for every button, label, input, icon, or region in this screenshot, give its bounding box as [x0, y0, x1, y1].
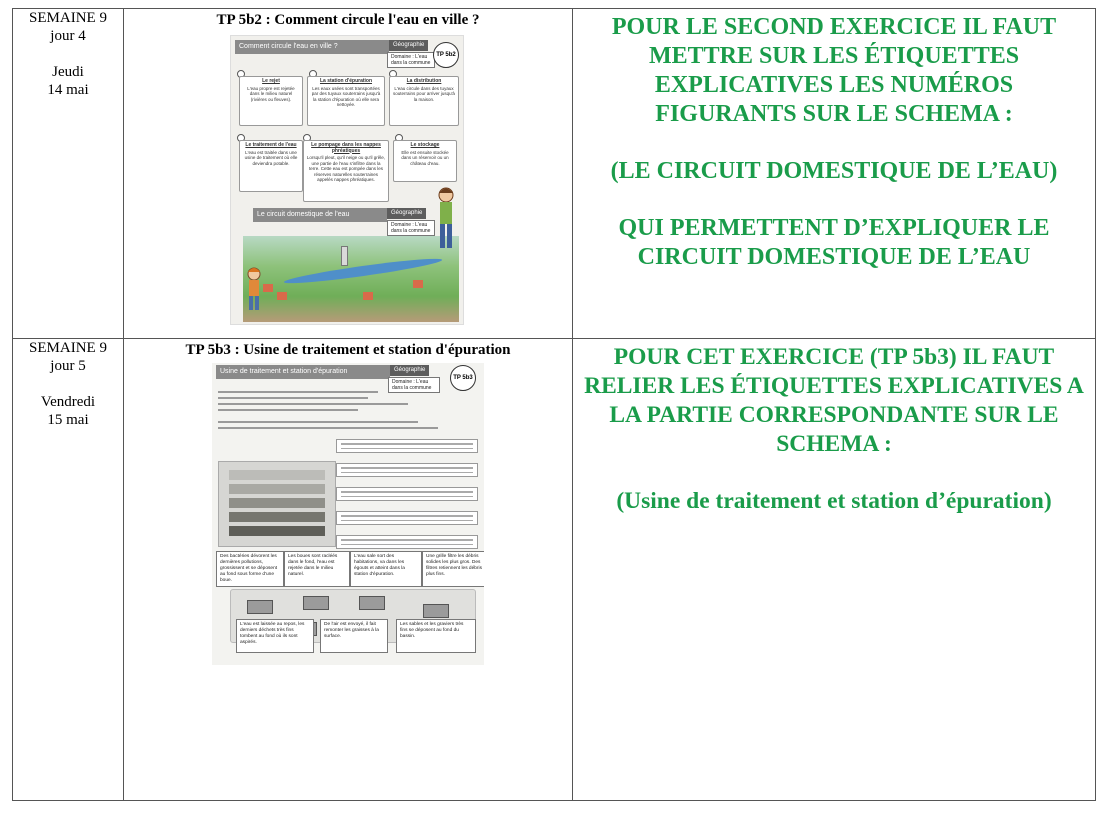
- schedule-table: [12, 8, 1096, 801]
- filter-layer: [229, 498, 325, 508]
- day-cell: [13, 9, 124, 339]
- tank-icon: [303, 596, 329, 610]
- explanation-card: Les sables et les graviers très fins se déposent au fond du bassin.: [396, 619, 476, 653]
- instruction-text: POUR LE SECOND EXERCICE IL FAUT METTRE SUR LES ÉTIQUETTES EXPLICATIVES LES NUMÉROS FIGURANTS SUR LE SCHEMA :: [611, 14, 1057, 127]
- label-text: L'eau circule dans des tuyaux souterrains pour arriver jusqu'à la maison.: [393, 85, 455, 102]
- tp-title: TP 5b2 : Comment circule l'eau en ville ?: [216, 12, 480, 28]
- house-icon: [277, 292, 287, 300]
- weekday: Vendredi: [40, 394, 96, 410]
- explanation-card: Des bactéries dévorent les dernières pollutions, grossissent et se déposent au fond sous forme d'une boue.: [216, 551, 284, 587]
- label-card: [239, 140, 303, 192]
- label-title: Le pompage dans les nappes phréatiques: [311, 142, 381, 154]
- girl-figure-icon: [243, 266, 265, 316]
- label-card: [393, 140, 457, 182]
- filter-layer: [229, 484, 325, 494]
- description-box: [336, 511, 478, 525]
- text-line: [218, 421, 418, 423]
- tp-title: TP 5b3 : Usine de traitement et station d'épuration: [185, 342, 511, 358]
- instruction-cell: [573, 9, 1096, 339]
- instructions: [573, 9, 1095, 272]
- text-line: [218, 427, 438, 429]
- description-box: [336, 487, 478, 501]
- tp-cell: [124, 9, 573, 339]
- domain-box: Domaine : L'eau dans la commune: [388, 377, 440, 393]
- label-text: L'eau est traitée dans une usine de traitement où elle deviendra potable.: [244, 149, 298, 166]
- day-cell: [13, 339, 124, 801]
- water-tower-icon: [341, 246, 348, 266]
- label-title: Le traitement de l'eau: [245, 142, 297, 148]
- date: 14 mai: [47, 82, 89, 98]
- worksheet-header: Usine de traitement et station d'épuration: [216, 365, 390, 379]
- tp-badge: TP 5b3: [450, 365, 476, 391]
- label-card: [239, 76, 303, 126]
- description-box: [336, 535, 478, 549]
- filter-layer: [229, 470, 325, 480]
- label-text: Elle est ensuite stockée dans un réservoir ou un château d'eau.: [401, 149, 449, 166]
- text-line: [218, 403, 408, 405]
- filter-layer: [229, 512, 325, 522]
- weekday: Jeudi: [52, 64, 84, 80]
- tank-icon: [359, 596, 385, 610]
- tp-cell: [124, 339, 573, 801]
- geography-tag: Géographie: [387, 208, 426, 219]
- text-line: [218, 391, 378, 393]
- domain-box: Domaine : L'eau dans la commune: [387, 52, 435, 68]
- label-card: [303, 140, 389, 202]
- explanation-card: Les boues sont racléés dans le fond, l'eau est rejetée dans le milieu naturel.: [284, 551, 350, 587]
- house-icon: [363, 292, 373, 300]
- filter-photo: [218, 461, 336, 547]
- table-row: [13, 9, 1096, 339]
- week-label: SEMAINE 9: [29, 340, 107, 356]
- instruction-text: (Usine de traitement et station d’épuration): [616, 488, 1052, 514]
- tp-badge: TP 5b2: [433, 42, 459, 68]
- label-title: Le stockage: [410, 142, 440, 148]
- house-icon: [413, 280, 423, 288]
- instruction-cell: [573, 339, 1096, 801]
- explanation-card: Une grille filtre les débris solides les plus gros. Des filtres retiennent les débris plus fins.: [422, 551, 484, 587]
- day-number: jour 5: [50, 358, 86, 374]
- date: 15 mai: [47, 412, 89, 428]
- explanation-card: De l'air est envoyé, il fait remonter les graisses à la surface.: [320, 619, 388, 653]
- table-row: [13, 339, 1096, 801]
- worksheet-image: [212, 363, 484, 665]
- label-text: Les eaux usées sont transportées par des tuyaux souterrains jusqu'à la station d'épuration où elle sera nettoyée.: [311, 85, 381, 107]
- week-label: SEMAINE 9: [29, 10, 107, 26]
- text-line: [218, 409, 358, 411]
- description-box: [336, 463, 478, 477]
- description-box: [336, 439, 478, 453]
- geography-tag: Géographie: [390, 365, 429, 376]
- landscape-illustration: [243, 236, 459, 322]
- instructions: [573, 339, 1095, 516]
- explanation-card: L'eau sale sort des habitations, va dans les égouts et atteint dans la station d'épuration.: [350, 551, 422, 587]
- instruction-text: (LE CIRCUIT DOMESTIQUE DE L’EAU): [610, 158, 1058, 184]
- instruction-text: QUI PERMETTENT D’EXPLIQUER LE CIRCUIT DOMESTIQUE DE L’EAU: [618, 215, 1050, 270]
- label-title: Le rejet: [262, 78, 280, 84]
- label-text: Lorsqu'il pleut, qu'il neige ou qu'il grêle, une partie de l'eau s'infiltre dans la terre. Cette eau est pompée dans les réserves naturelles souterraines appelés nappes phréatiques.: [306, 155, 386, 182]
- day-number: jour 4: [50, 28, 86, 44]
- tank-icon: [423, 604, 449, 618]
- label-card: [389, 76, 459, 126]
- label-text: L'eau propre est rejetée dans le milieu naturel (rivières ou fleuves).: [247, 85, 295, 102]
- explanation-card: L'eau est laissée au repos, les derniers déchets très fins tombent au fond où ils sont aspirés.: [236, 619, 314, 653]
- tank-icon: [247, 600, 273, 614]
- worksheet-image: [230, 35, 464, 325]
- boy-figure-icon: [435, 186, 457, 256]
- label-card: [307, 76, 385, 126]
- instruction-text: POUR CET EXERCICE (TP 5b3) IL FAUT RELIER LES ÉTIQUETTES EXPLICATIVES A LA PARTIE CORRESPONDANTE SUR LE SCHEMA :: [584, 344, 1084, 457]
- domain-box: Domaine : L'eau dans la commune: [387, 220, 435, 236]
- label-title: La station d'épuration: [319, 78, 373, 84]
- text-line: [218, 397, 368, 399]
- worksheet-header: Comment circule l'eau en ville ?: [235, 40, 389, 54]
- geography-tag: Géographie: [389, 40, 428, 51]
- filter-layer: [229, 526, 325, 536]
- section-header: Le circuit domestique de l'eau: [253, 208, 387, 222]
- label-title: La distribution: [406, 78, 442, 84]
